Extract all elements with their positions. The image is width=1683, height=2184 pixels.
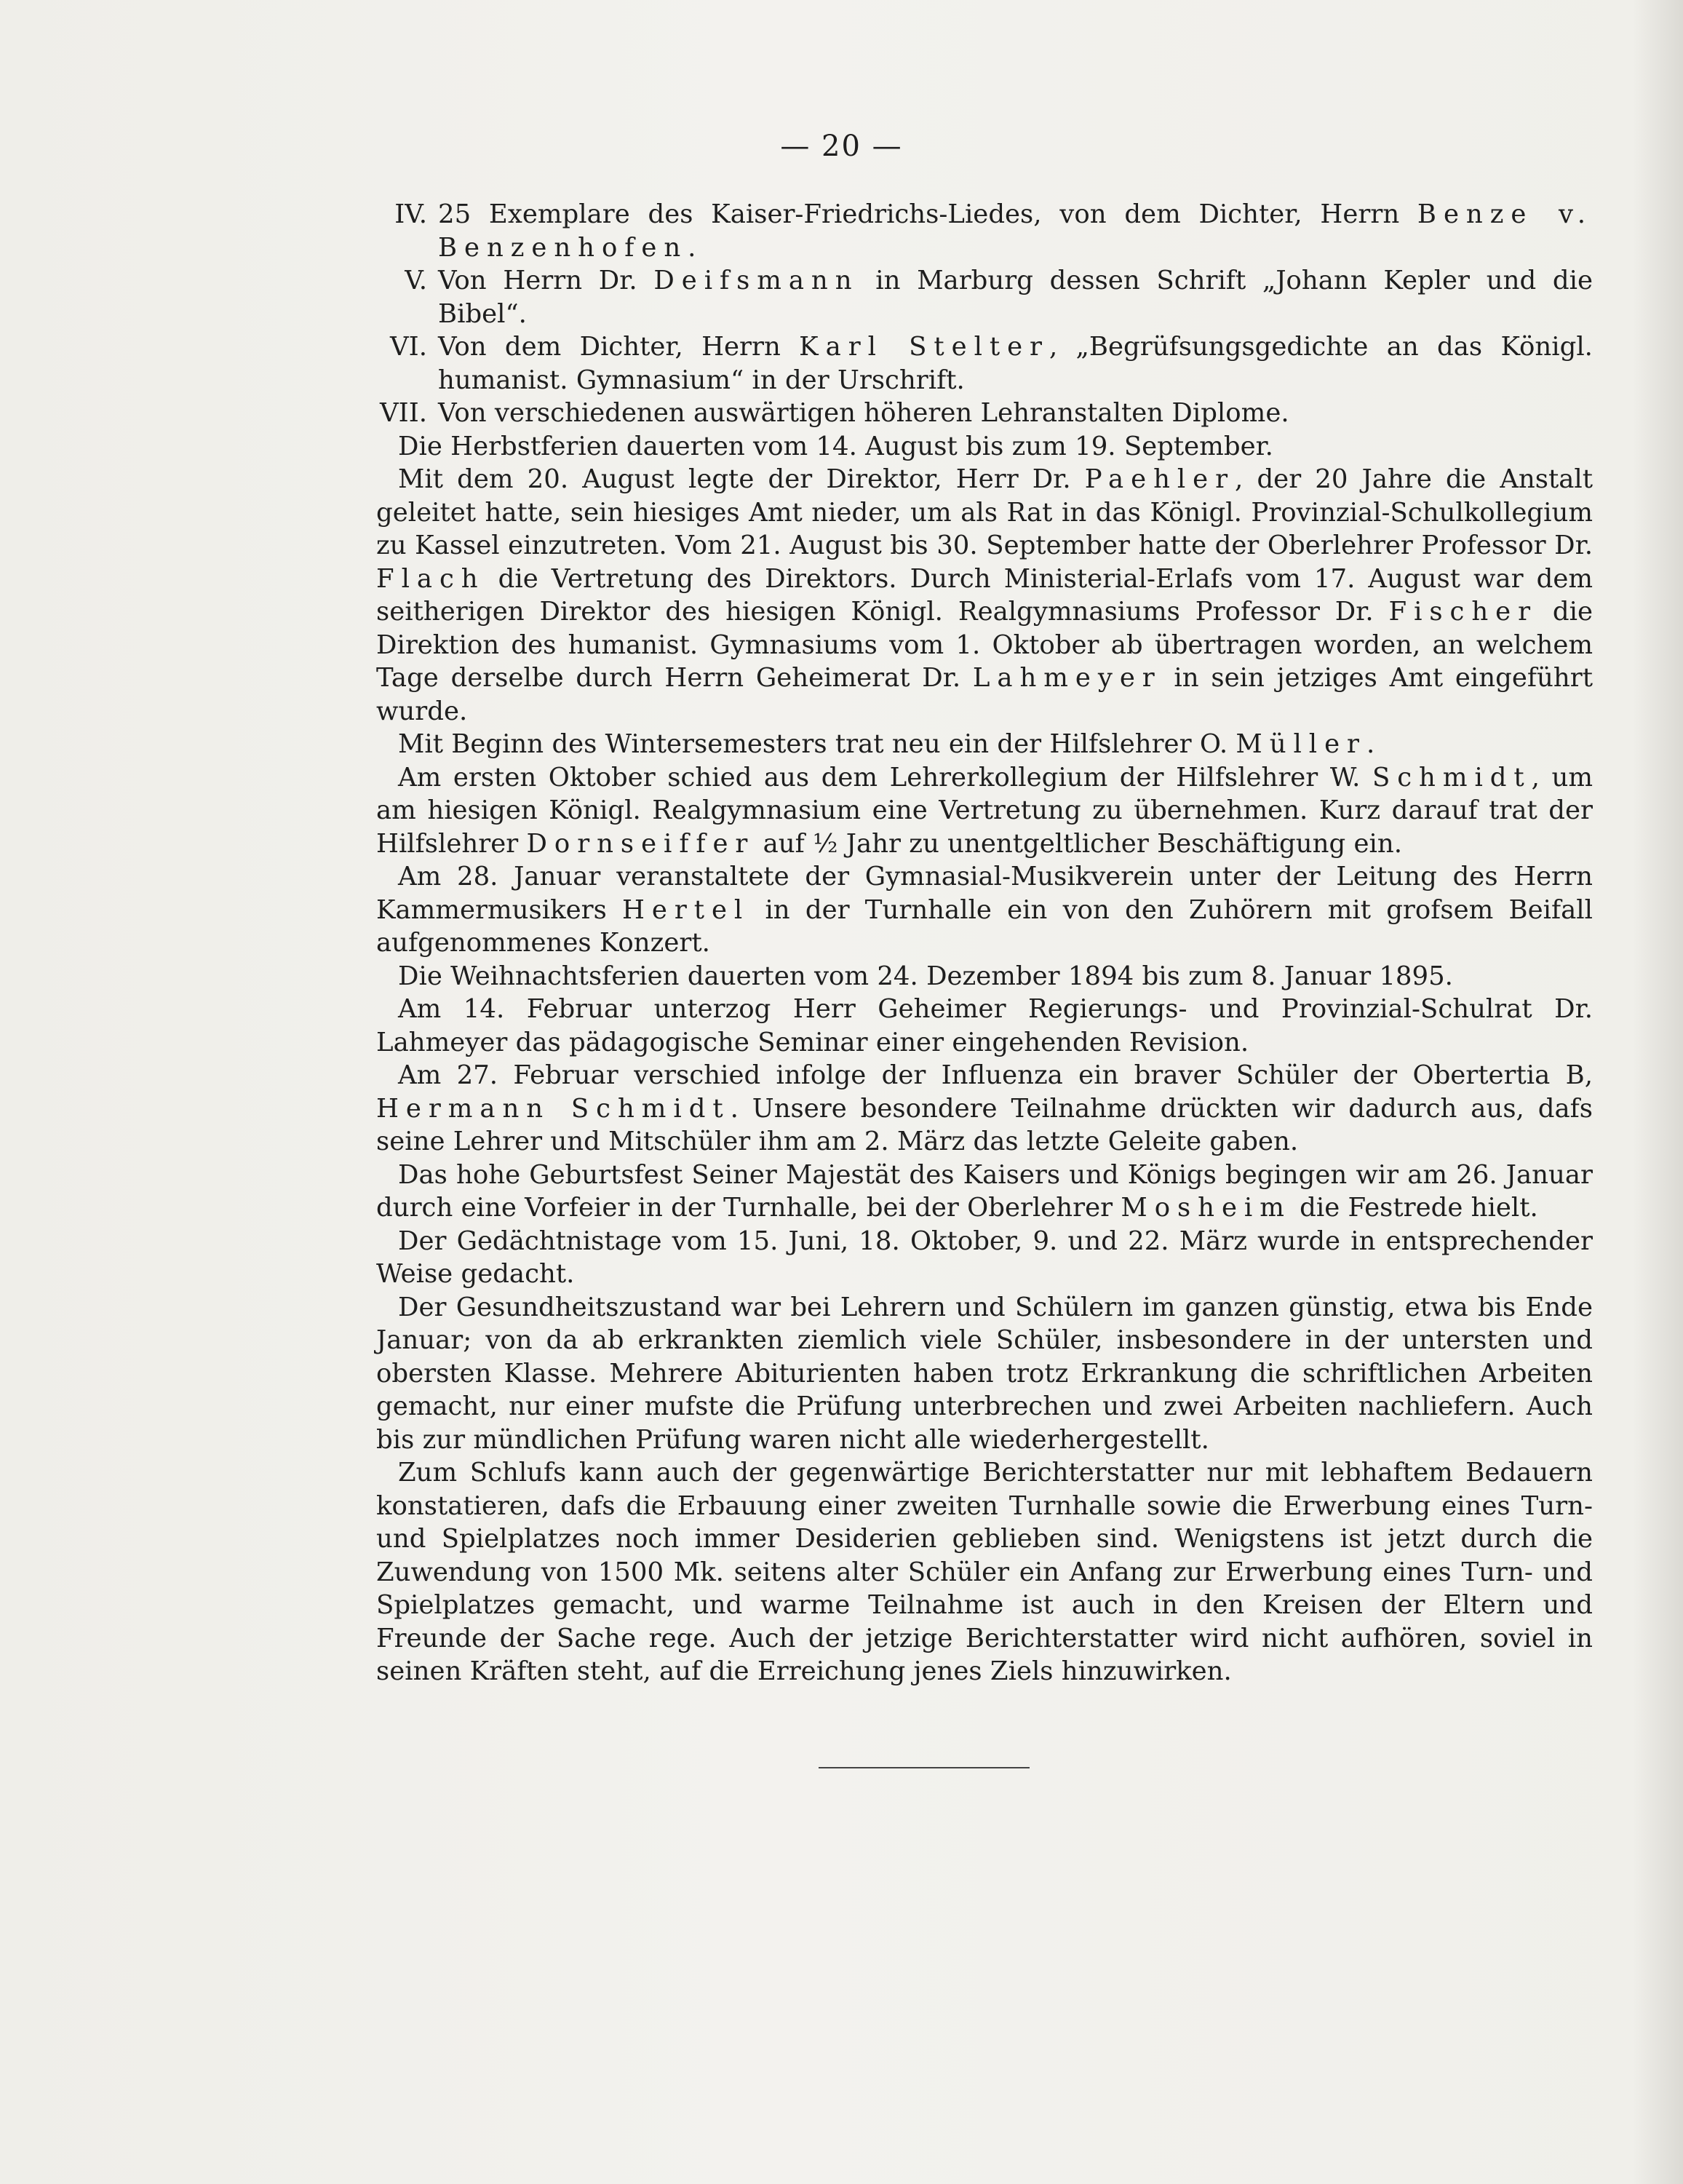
- spaced-name: Hertel: [622, 894, 750, 925]
- list-item-iv: IV. 25 Exemplare des Kaiser-Friedrichs-Liedes, von dem Dichter, Herrn Benze v. Benzenhofen.: [376, 198, 1593, 264]
- paragraph-konzert: Am 28. Januar veranstaltete der Gymnasial-Musikverein unter der Leitung des Herrn Kammermusikers Hertel in der Turnhalle ein von den Zuhörern mit grofsem Beifall aufgenommenes Konzert.: [376, 862, 1593, 958]
- paragraph-gesundheit: Der Gesundheitszustand war bei Lehrern und Schülern im ganzen günstig, etwa bis Ende Januar; von da ab erkrankten ziemlich viele Schüler, insbesondere in der untersten und obersten Klasse. Mehrere Abiturienten haben trotz Erkrankung die schriftlichen Arbeiten gemacht, nur einer mufste die Prüfung unterbrechen und zwei Arbeiten nachliefern. Auch bis zur mündlichen Prüfung waren nicht alle wiederhergestellt.: [376, 1292, 1593, 1455]
- list-number: V.: [405, 266, 427, 295]
- paragraph-wintersemester: Mit Beginn des Wintersemesters trat neu ein der Hilfslehrer O. Müller.: [398, 729, 1375, 759]
- page-number: — 20 —: [780, 130, 903, 163]
- spaced-name: Schmidt: [1372, 762, 1532, 793]
- paragraph-schluss: Zum Schlufs kann auch der gegenwärtige Berichterstatter nur mit lebhaftem Bedauern konstatieren, dafs die Erbauung einer zweiten Turnhalle sowie die Erwerbung eines Turn- und Spielplatzes noch immer Desiderien geblieben sind. Wenigstens ist jetzt durch die Zuwendung von 1500 Mk. seitens alter Schüler ein Anfang zur Erwerbung eines Turn- und Spielplatzes gemacht, und warme Teilnahme ist auch in den Kreisen der Eltern und Freunde der Sache rege. Auch der jetzige Berichterstatter wird nicht aufhören, soviel in seinen Kräften steht, auf die Erreichung jenes Ziels hinzuwirken.: [376, 1458, 1593, 1686]
- closing-rule: [819, 1767, 1030, 1768]
- paragraph-influenza: Am 27. Februar verschied infolge der Influenza ein braver Schüler der Obertertia B, Hermann Schmidt. Unsere besondere Teilnahme drückten wir dadurch aus, dafs seine Lehrer und Mitschüler ihm am 2. März das letzte Geleite gaben.: [376, 1060, 1593, 1156]
- spaced-name: Karl Stelter: [799, 332, 1049, 362]
- spaced-name: Hermann Schmidt: [376, 1093, 731, 1124]
- name: Lahmeyer: [376, 1027, 508, 1057]
- list-item-vi: VI. Von dem Dichter, Herrn Karl Stelter, „Begrüfsungsgedichte an das Königl. humanist. Gymnasium“ in der Urschrift.: [376, 330, 1593, 397]
- spaced-name: Müller: [1236, 729, 1366, 759]
- paragraph-weihnachtsferien: Die Weihnachtsferien dauerten vom 24. Dezember 1894 bis zum 8. Januar 1895.: [398, 961, 1453, 991]
- spaced-name: Paehler: [1084, 464, 1236, 494]
- list-number: IV.: [394, 199, 427, 229]
- body-text: [376, 198, 1593, 1688]
- paragraph-revision: Am 14. Februar unterzog Herr Geheimer Regierungs- und Provinzial-Schulrat Dr. Lahmeyer das pädagogische Seminar einer eingehenden Revision.: [376, 994, 1593, 1057]
- paragraph-gedaechtnistage: Der Gedächtnistage vom 15. Juni, 18. Oktober, 9. und 22. März wurde in entsprechender Weise gedacht.: [376, 1226, 1593, 1289]
- paragraph-oktober: Am ersten Oktober schied aus dem Lehrerkollegium der Hilfslehrer W. Schmidt, um am hiesigen Königl. Realgymnasium eine Vertretung zu übernehmen. Kurz darauf trat der Hilfslehrer Dornseiffer auf ½ Jahr zu unentgeltlicher Beschäftigung ein.: [376, 762, 1593, 859]
- spaced-name: Flach: [376, 563, 485, 594]
- list-item-v: V. Von Herrn Dr. Deifsmann in Marburg dessen Schrift „Johann Kepler und die Bibel“.: [376, 264, 1593, 330]
- spaced-name: Mosheim: [1121, 1193, 1292, 1223]
- spaced-name: Benze v. Benzenhofen: [438, 199, 1593, 263]
- paragraph-herbstferien: Die Herbstferien dauerten vom 14. August bis zum 19. September.: [398, 431, 1273, 461]
- page-edge-shadow: [1632, 0, 1683, 2184]
- paragraph-geburtsfest: Das hohe Geburtsfest Seiner Majestät des Kaisers und Königs begingen wir am 26. Januar durch eine Vorfeier in der Turnhalle, bei der Oberlehrer Mosheim die Festrede hielt.: [376, 1159, 1593, 1223]
- paragraph-direktor: Mit dem 20. August legte der Direktor, Herr Dr. Paehler, der 20 Jahre die Anstalt geleitet hatte, sein hiesiges Amt nieder, um als Rat in das Königl. Provinzial-Schulkollegium zu Kassel einzutreten. Vom 21. August bis 30. September hatte der Oberlehrer Professor Dr. Flach die Vertretung des Direktors. Durch Ministerial-Erlafs vom 17. August war dem seitherigen Direktor des hiesigen Königl. Realgymnasiums Professor Dr. Fischer die Direktion des humanist. Gymnasiums vom 1. Oktober ab übertragen worden, an welchem Tage derselbe durch Herrn Geheimerat Dr. Lahmeyer in sein jetziges Amt eingeführt wurde.: [376, 464, 1594, 726]
- spaced-name: Dornseiffer: [526, 828, 755, 859]
- list-item-vii: VII. Von verschiedenen auswärtigen höheren Lehranstalten Diplome.: [376, 397, 1593, 430]
- list-number: VII.: [380, 398, 427, 428]
- spaced-name: Deifsmann: [653, 266, 859, 295]
- spaced-name: Lahmeyer: [972, 663, 1162, 693]
- list-number: VI.: [390, 332, 427, 362]
- spaced-name: Fischer: [1388, 597, 1538, 627]
